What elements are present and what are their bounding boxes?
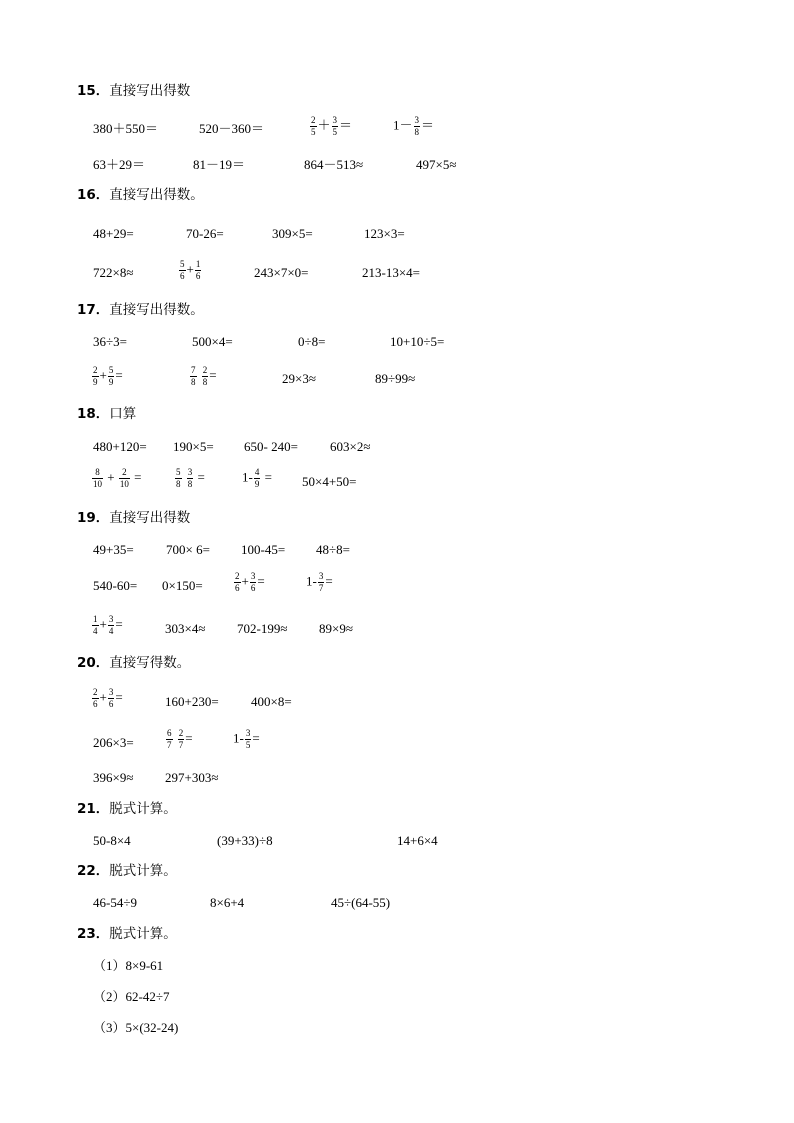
- fraction-expr: $\frac{7}{8}$ $\frac{2}{8}$ =: [191, 365, 217, 387]
- expr: 650- 240=: [244, 439, 298, 454]
- expr: 297+303≈: [165, 770, 219, 785]
- fraction-expr: 1- $\frac{3}{5}$ =: [233, 728, 260, 750]
- expr: 81－19＝: [193, 157, 246, 172]
- expr: 48÷8=: [316, 542, 350, 557]
- expr: 100-45=: [241, 542, 286, 557]
- expr: 497×5≈: [416, 157, 457, 172]
- expr: 45÷(64-55): [331, 895, 391, 910]
- expr: 309×5=: [272, 226, 313, 241]
- fraction-expr: $\frac{1}{4}$ + $\frac{3}{4}$ =: [93, 614, 123, 636]
- expr: 29×3≈: [282, 371, 316, 386]
- fraction: $\frac{2}{5}$: [311, 115, 316, 137]
- question-title: 直接写出得数: [109, 83, 191, 99]
- expr: 540-60=: [93, 578, 138, 593]
- question-22-heading: 22．脱式计算。: [77, 863, 177, 879]
- expr: 190×5=: [173, 439, 214, 454]
- fraction-expr: 1- $\frac{4}{9}$ =: [242, 467, 272, 489]
- expr: 123×3=: [364, 226, 405, 241]
- expr: 160+230=: [165, 694, 219, 709]
- expr: 500×4=: [192, 334, 233, 349]
- fraction-expr: $\frac{2}{5}$ ＋ $\frac{3}{5}$ ＝: [311, 115, 353, 137]
- expr: 48+29=: [93, 226, 134, 241]
- expr: 520－360＝: [199, 121, 265, 136]
- expr: 603×2≈: [330, 439, 371, 454]
- fraction-expr: $\frac{8}{10}$ + $\frac{2}{10}$ =: [93, 467, 142, 489]
- question-number: 15．: [77, 83, 110, 99]
- expr: 50-8×4: [93, 833, 131, 848]
- fraction-expr: $\frac{2}{6}$ + $\frac{3}{6}$ =: [93, 687, 123, 709]
- question-19-heading: 19．直接写出得数: [77, 510, 191, 526]
- expr: (39+33)÷8: [217, 833, 273, 848]
- expr: 864－513≈: [304, 157, 364, 172]
- question-21-heading: 21．脱式计算。: [77, 801, 177, 817]
- question-17-heading: 17．直接写出得数。: [77, 302, 204, 318]
- expr: （2）62-42÷7: [93, 989, 170, 1004]
- question-15-heading: [77, 85, 190, 99]
- fraction-expr: $\frac{5}{6}$ + $\frac{1}{6}$: [180, 259, 201, 281]
- expr: 303×4≈: [165, 621, 206, 636]
- expr: 89×9≈: [319, 621, 353, 636]
- expr: 10+10÷5=: [390, 334, 445, 349]
- expr: 380＋550＝: [93, 121, 159, 136]
- question-18-heading: 18．口算: [77, 406, 137, 422]
- expr: 63＋29＝: [93, 157, 146, 172]
- expr: 702-199≈: [237, 621, 288, 636]
- expr: 722×8≈: [93, 265, 134, 280]
- expr: 14+6×4: [397, 833, 438, 848]
- question-16-heading: 16．直接写出得数。: [77, 187, 204, 203]
- expr: 8×6+4: [210, 895, 245, 910]
- question-23-heading: 23．脱式计算。: [77, 926, 177, 942]
- expr: （1）8×9-61: [93, 958, 164, 973]
- expr: 46-54÷9: [93, 895, 137, 910]
- fraction-expr: 1－ $\frac{3}{8}$ ＝: [393, 115, 435, 137]
- fraction: $\frac{3}{5}$: [332, 115, 338, 137]
- fraction-expr: $\frac{2}{6}$ + $\frac{3}{6}$ =: [235, 571, 265, 593]
- expr: 49+35=: [93, 542, 134, 557]
- expr: 396×9≈: [93, 770, 134, 785]
- expr: 400×8=: [251, 694, 292, 709]
- fraction-expr: $\frac{5}{8}$ $\frac{3}{8}$ =: [176, 467, 205, 489]
- fraction-expr: $\frac{2}{9}$ + $\frac{5}{9}$ =: [93, 365, 123, 387]
- expr: 0÷8=: [298, 334, 326, 349]
- expr: 50×4+50=: [302, 474, 357, 489]
- fraction-expr: $\frac{6}{7}$ $\frac{2}{7}$ =: [167, 728, 193, 750]
- fraction: $\frac{3}{8}$: [414, 115, 420, 137]
- question-20-heading: 20．直接写得数。: [77, 655, 191, 671]
- expr: 89÷99≈: [375, 371, 416, 386]
- expr: 243×7×0=: [254, 265, 309, 280]
- fraction-expr: 1- $\frac{3}{7}$ =: [306, 571, 333, 593]
- expr: 700× 6=: [166, 542, 210, 557]
- expr: （3）5×(32-24): [93, 1020, 179, 1035]
- expr: 0×150=: [162, 578, 203, 593]
- expr: 70-26=: [186, 226, 224, 241]
- expr: 36÷3=: [93, 334, 127, 349]
- expr: 206×3=: [93, 735, 134, 750]
- expr: 480+120=: [93, 439, 147, 454]
- expr: 213-13×4=: [362, 265, 420, 280]
